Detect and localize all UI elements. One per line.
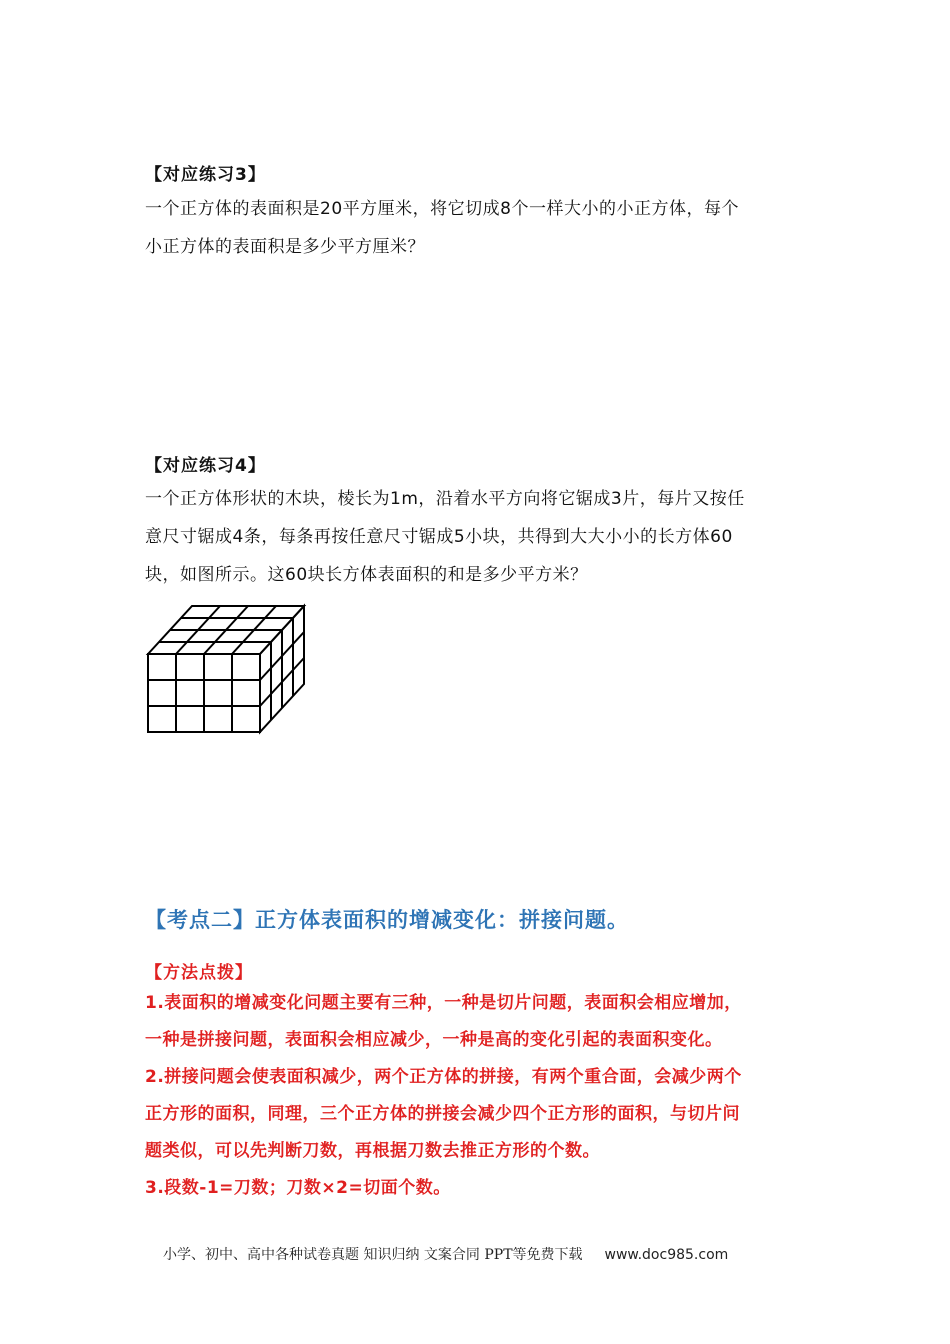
footer-text: 小学、初中、高中各种试卷真题 知识归纳 文案合同 PPT等免费下载	[163, 1247, 583, 1263]
exercise3-question	[145, 190, 805, 266]
page-footer	[163, 1244, 728, 1264]
exercise4-line-2: 意尺寸锯成4条，每条再按任意尺寸锯成5小块，共得到大大小小的长方体60	[145, 527, 733, 547]
exercise4-question	[145, 480, 805, 594]
method-line-3: 2.拼接问题会使表面积减少，两个正方体的拼接，有两个重合面，会减少两个	[145, 1067, 742, 1087]
method-line-5: 题类似，可以先判断刀数，再根据刀数去推正方形的个数。	[145, 1141, 600, 1161]
exercise3-title: 【对应练习3】	[145, 165, 266, 185]
exercise3-line-2: 小正方体的表面积是多少平方厘米？	[145, 237, 425, 257]
cuboid-figure	[145, 603, 310, 735]
method-line-4: 正方形的面积，同理，三个正方体的拼接会减少四个正方形的面积，与切片问	[145, 1104, 740, 1124]
method-content	[145, 985, 825, 1207]
method-line-1: 1.表面积的增减变化问题主要有三种，一种是切片问题，表面积会相应增加，	[145, 993, 742, 1013]
exercise4-line-1: 一个正方体形状的木块，棱长为1m，沿着水平方向将它锯成3片，每片又按任	[145, 489, 745, 509]
exercise4-line-3: 块，如图所示。这60块长方体表面积的和是多少平方米？	[145, 565, 588, 585]
section2-title: 【考点二】正方体表面积的增减变化：拼接问题。	[145, 908, 629, 932]
exercise3-line-1: 一个正方体的表面积是20平方厘米，将它切成8个一样大小的小正方体，每个	[145, 199, 739, 219]
footer-site-link[interactable]: www.doc985.com	[604, 1247, 729, 1263]
method-line-2: 一种是拼接问题，表面积会相应减少，一种是高的变化引起的表面积变化。	[145, 1030, 723, 1050]
method-title: 【方法点拨】	[145, 963, 253, 983]
exercise4-title: 【对应练习4】	[145, 456, 266, 476]
method-line-6: 3.段数-1=刀数；刀数×2=切面个数。	[145, 1178, 451, 1198]
